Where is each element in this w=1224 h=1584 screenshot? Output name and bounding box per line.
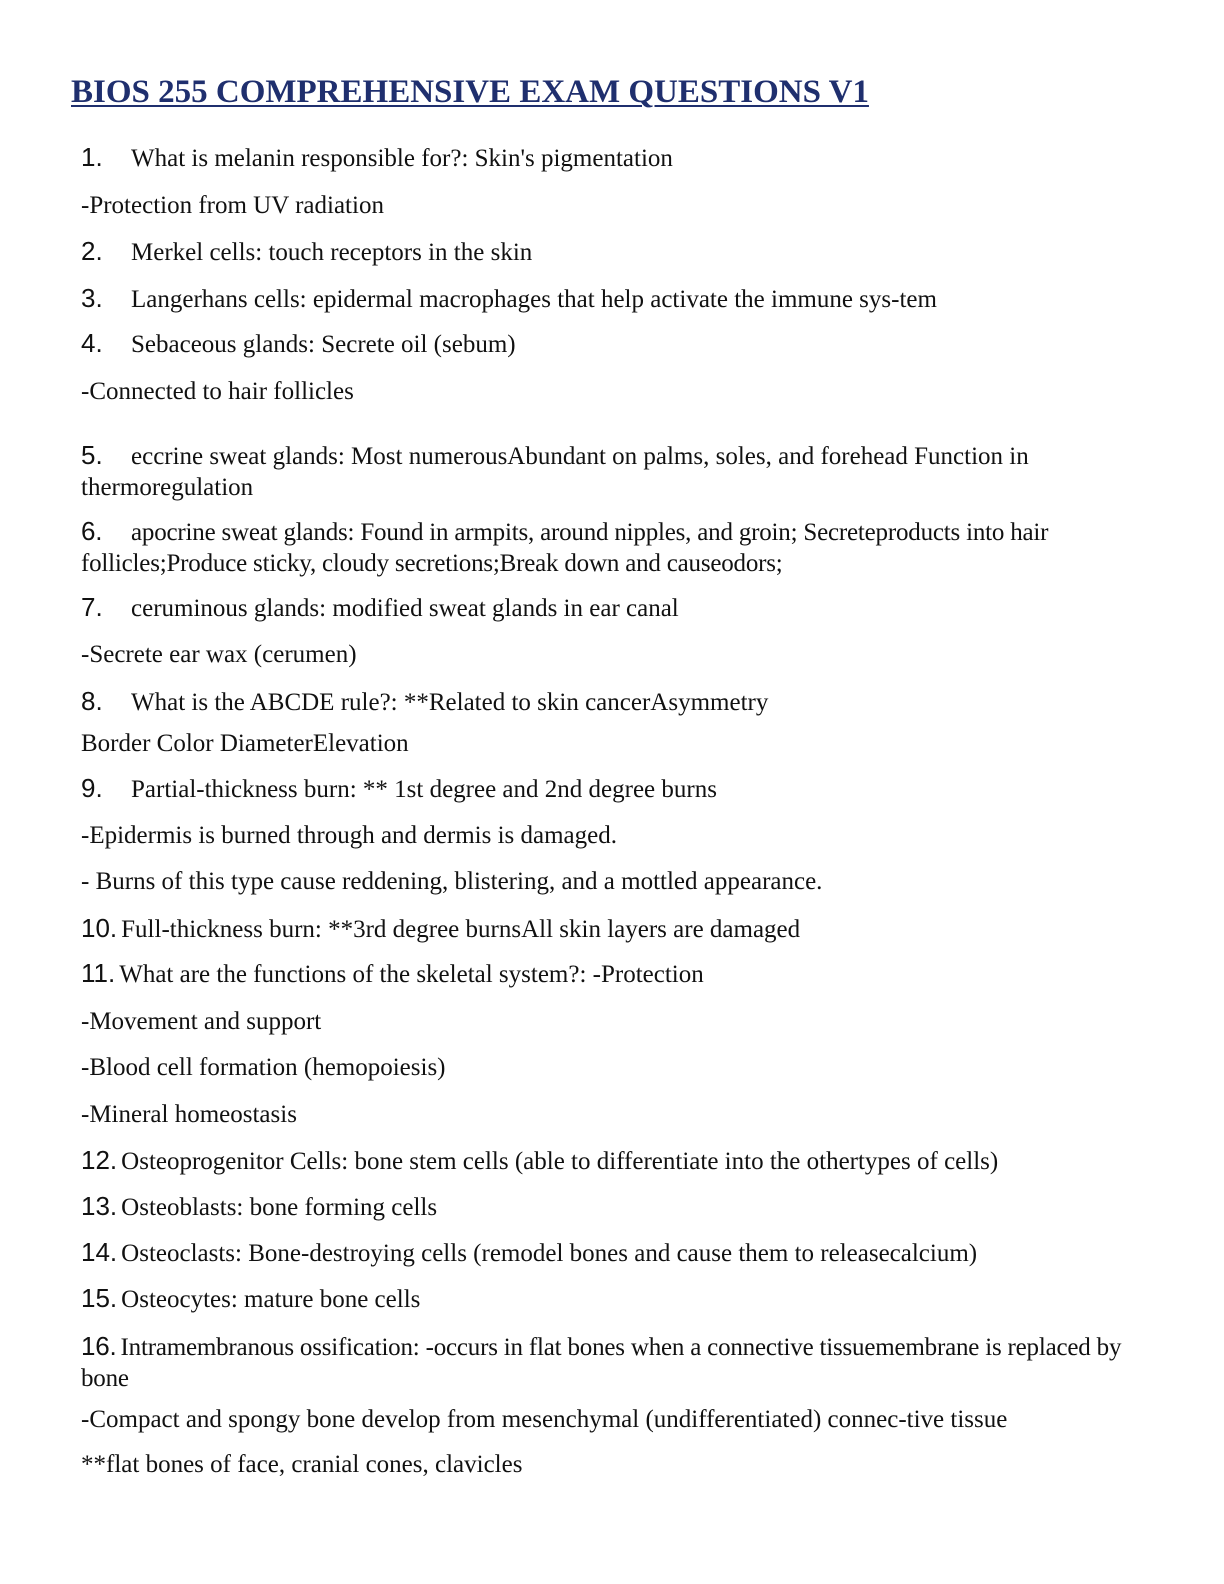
item-number: 4. bbox=[81, 328, 103, 358]
continuation-line: Border Color DiameterElevation bbox=[81, 730, 409, 757]
item-number: 9. bbox=[81, 773, 103, 803]
item-text: Sebaceous glands: Secrete oil (sebum) bbox=[131, 331, 516, 358]
item-text: Partial-thickness burn: ** 1st degree and 2nd degree burns bbox=[131, 776, 717, 803]
item-number: 12. bbox=[81, 1145, 118, 1175]
item-number: 15. bbox=[81, 1283, 118, 1313]
continuation-line: - Burns of this type cause reddening, blistering, and a mottled appearance. bbox=[81, 868, 823, 895]
item-number: 13. bbox=[81, 1191, 118, 1221]
item-text: Osteoblasts: bone forming cells bbox=[121, 1194, 438, 1221]
list-item bbox=[81, 236, 532, 268]
item-text: Merkel cells: touch receptors in the skin bbox=[131, 239, 533, 266]
item-text: Intramembranous ossification: -occurs in flat bones when a connective tissuemembrane is replaced by bone bbox=[81, 1334, 1122, 1392]
item-number: 2. bbox=[81, 236, 103, 266]
list-item bbox=[81, 686, 768, 718]
item-text: What is melanin responsible for?: Skin's pigmentation bbox=[131, 145, 673, 172]
continuation-line: -Compact and spongy bone develop from mesenchymal (undifferentiated) connec-tive tissue bbox=[81, 1406, 1008, 1433]
item-number: 7. bbox=[81, 592, 103, 622]
item-number: 6. bbox=[81, 516, 103, 546]
item-text: eccrine sweat glands: Most numerousAbundant on palms, soles, and forehead Function in thermoregulation bbox=[81, 443, 1029, 501]
list-item bbox=[81, 1283, 420, 1315]
item-text: Full-thickness burn: **3rd degree burnsAll skin layers are damaged bbox=[121, 916, 801, 943]
item-text: Osteocytes: mature bone cells bbox=[121, 1286, 421, 1313]
list-item bbox=[81, 1191, 437, 1223]
continuation-line: **flat bones of face, cranial cones, clavicles bbox=[81, 1451, 523, 1478]
list-item bbox=[81, 773, 717, 805]
list-item bbox=[81, 516, 1141, 579]
item-number: 5. bbox=[81, 440, 103, 470]
item-text: What is the ABCDE rule?: **Related to skin cancerAsymmetry bbox=[131, 689, 769, 716]
list-item bbox=[81, 142, 673, 174]
continuation-line: -Movement and support bbox=[81, 1008, 322, 1035]
item-text: Osteoclasts: Bone-destroying cells (remodel bones and cause them to releasecalcium) bbox=[121, 1240, 978, 1267]
continuation-line: -Connected to hair follicles bbox=[81, 378, 354, 405]
item-text: Osteoprogenitor Cells: bone stem cells (able to differentiate into the othertypes of cells) bbox=[121, 1148, 999, 1175]
list-item bbox=[81, 958, 704, 990]
list-item bbox=[81, 1331, 1141, 1394]
list-item bbox=[81, 328, 516, 360]
item-number: 16. bbox=[81, 1331, 117, 1361]
page-title: BIOS 255 COMPREHENSIVE EXAM QUESTIONS V1 bbox=[71, 74, 869, 110]
item-number: 11. bbox=[81, 958, 116, 988]
continuation-line: -Epidermis is burned through and dermis is damaged. bbox=[81, 822, 617, 849]
item-text: ceruminous glands: modified sweat glands in ear canal bbox=[131, 595, 679, 622]
item-text: Langerhans cells: epidermal macrophages that help activate the immune sys-tem bbox=[131, 286, 937, 313]
item-number: 3. bbox=[81, 283, 103, 313]
list-item bbox=[81, 440, 1141, 503]
item-number: 10. bbox=[81, 913, 118, 943]
continuation-line: -Secrete ear wax (cerumen) bbox=[81, 641, 357, 668]
item-number: 1. bbox=[81, 142, 103, 172]
continuation-line: -Protection from UV radiation bbox=[81, 192, 384, 219]
list-item bbox=[81, 283, 937, 315]
item-number: 8. bbox=[81, 686, 103, 716]
list-item bbox=[81, 592, 679, 624]
list-item bbox=[81, 913, 800, 945]
item-text: What are the functions of the skeletal system?: -Protection bbox=[119, 961, 704, 988]
list-item bbox=[81, 1237, 977, 1269]
continuation-line: -Mineral homeostasis bbox=[81, 1101, 297, 1128]
item-text: apocrine sweat glands: Found in armpits, around nipples, and groin; Secreteproducts into hair follicles;Produce sticky, cloudy secretions;Break down and causeodors; bbox=[81, 519, 1049, 577]
item-number: 14. bbox=[81, 1237, 118, 1267]
continuation-line: -Blood cell formation (hemopoiesis) bbox=[81, 1054, 446, 1081]
list-item bbox=[81, 1145, 998, 1177]
